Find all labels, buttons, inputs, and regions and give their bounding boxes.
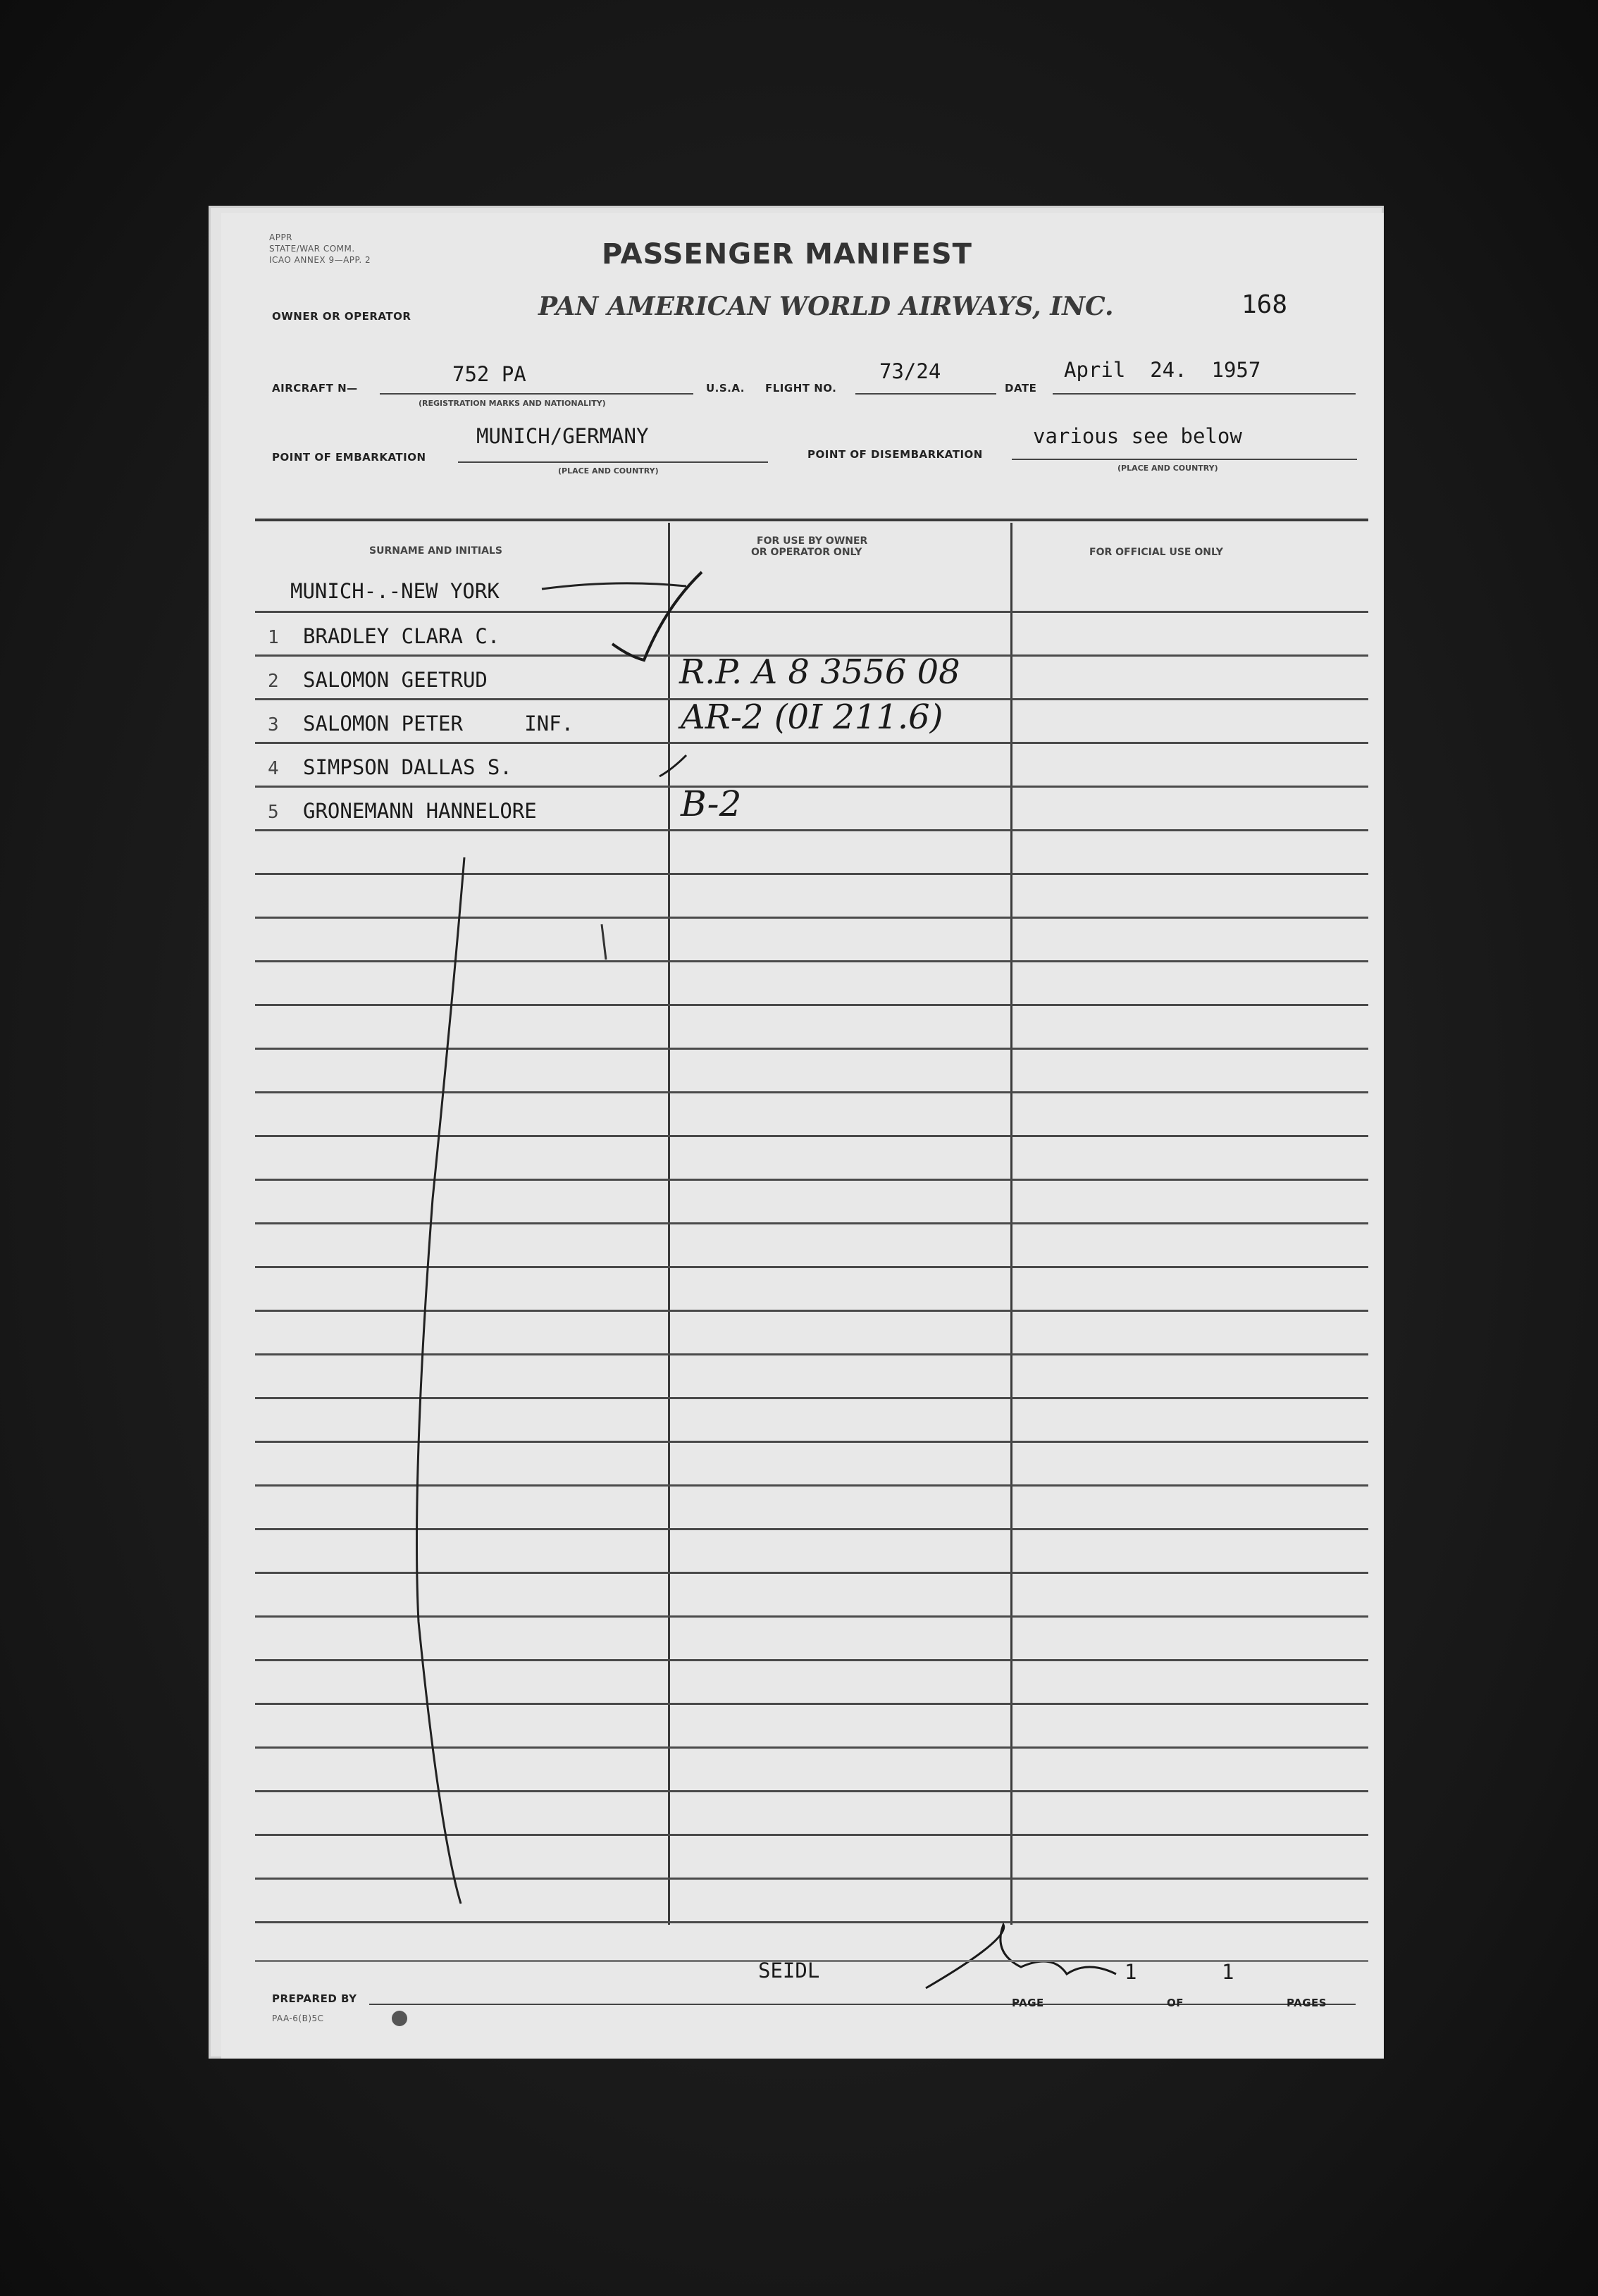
col-header-official: FOR OFFICIAL USE ONLY [1089, 547, 1223, 558]
date-value: April 24. 1957 [1064, 358, 1261, 382]
corner-note-3: ICAO ANNEX 9—APP. 2 [269, 255, 371, 265]
prepared-underline [369, 2004, 1356, 2005]
manifest-sheet [209, 206, 1384, 2059]
passenger-note: R.P. A 8 3556 08 [679, 652, 960, 692]
page-label: PAGE [1012, 1997, 1044, 2009]
prepared-label: PREPARED BY [272, 1992, 357, 2005]
disembark-value: various see below [1033, 424, 1242, 448]
route-line: MUNICH-.-NEW YORK [290, 579, 500, 603]
page-title: PASSENGER MANIFEST [602, 238, 972, 271]
pen-tick [602, 924, 606, 960]
embark-sub: (PLACE AND COUNTRY) [558, 466, 659, 476]
passenger-note: B-2 [681, 783, 742, 824]
date-label: DATE [1005, 382, 1037, 395]
aircraft-value: 752 PA [452, 362, 526, 386]
owner-label: OWNER OR OPERATOR [272, 310, 411, 323]
row-number: 1 [268, 627, 279, 648]
sheet-inner [221, 213, 1384, 2059]
aircraft-label: AIRCRAFT N— [272, 382, 358, 395]
passenger-note: AR-2 (0I 211.6) [681, 697, 943, 737]
of-value: 1 [1222, 1960, 1234, 1984]
disembark-sub: (PLACE AND COUNTRY) [1117, 464, 1218, 473]
check-mark [659, 755, 686, 776]
manifest-page-number: 168 [1241, 290, 1288, 319]
of-label: OF [1167, 1997, 1184, 2009]
preparer-name: SEIDL [758, 1959, 820, 1982]
row-number: 3 [268, 714, 279, 736]
pen-stroke [542, 583, 686, 589]
col-header-owner-1: FOR USE BY OWNER [757, 535, 868, 547]
corner-note-1: APPR [269, 232, 293, 242]
col-header-owner-2: OR OPERATOR ONLY [751, 547, 862, 558]
row-number: 5 [268, 802, 279, 823]
form-code: PAA-6(B)5C [272, 2013, 324, 2023]
row-number: 4 [268, 758, 279, 779]
embark-value: MUNICH/GERMANY [476, 424, 649, 448]
col-header-surname: SURNAME AND INITIALS [369, 545, 502, 557]
corner-note-2: STATE/WAR COMM. [269, 244, 355, 254]
margin-line-mark [417, 857, 465, 1904]
flight-value: 73/24 [879, 359, 941, 383]
page-value: 1 [1125, 1960, 1137, 1984]
aircraft-sub: (REGISTRATION MARKS AND NATIONALITY) [419, 399, 606, 408]
passenger-name: BRADLEY CLARA C. [303, 624, 500, 648]
pen-marks [221, 213, 1384, 2059]
passenger-name: SALOMON GEETRUD [303, 668, 488, 692]
passenger-name: SIMPSON DALLAS S. [303, 755, 512, 779]
passenger-name: GRONEMANN HANNELORE [303, 799, 537, 823]
company-name: PAN AMERICAN WORLD AIRWAYS, INC. [538, 292, 1114, 321]
check-mark [612, 572, 702, 660]
pages-label: PAGES [1287, 1997, 1327, 2009]
passenger-name: SALOMON PETER INF. [303, 712, 574, 736]
disembark-label: POINT OF DISEMBARKATION [807, 448, 983, 461]
usa-label: U.S.A. [706, 382, 745, 395]
union-bug-icon [392, 2011, 407, 2026]
flight-label: FLIGHT NO. [765, 382, 837, 395]
signature [926, 1925, 1116, 1988]
row-number: 2 [268, 671, 279, 692]
embark-label: POINT OF EMBARKATION [272, 451, 426, 464]
